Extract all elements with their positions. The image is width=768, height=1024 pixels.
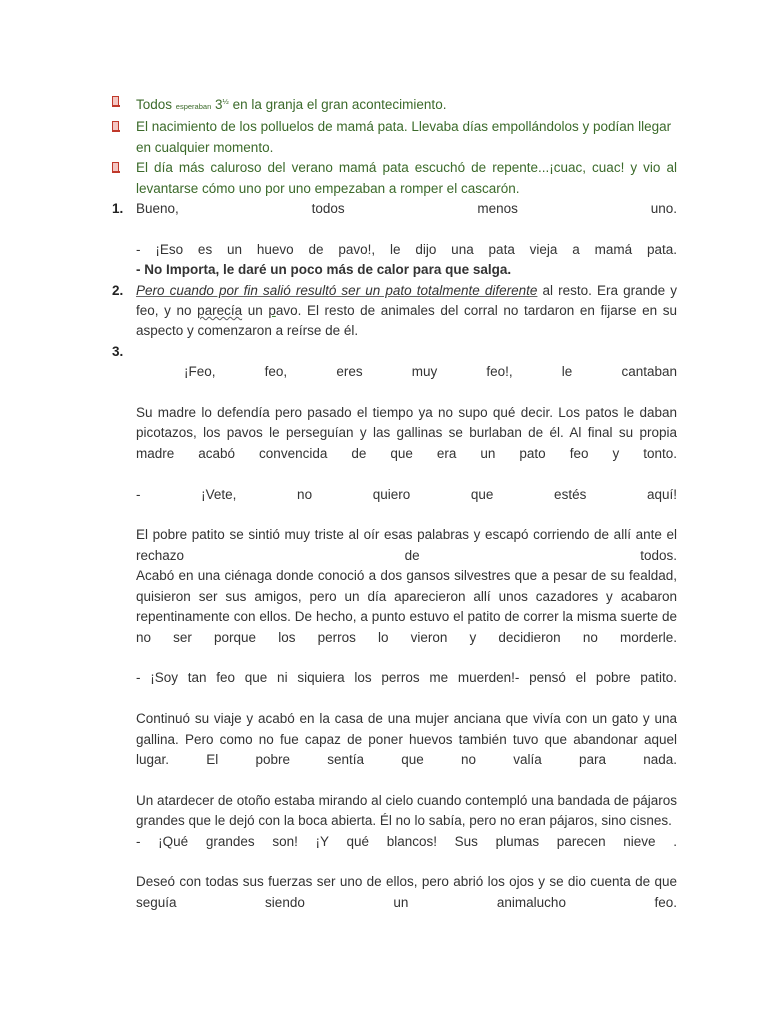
- bullet-item: [136, 92, 677, 117]
- bullet-page-icon: [112, 121, 120, 132]
- dialog-line: - ¡Qué grandes son! ¡Y qué blancos! Sus plumas parecen nieve .: [136, 833, 677, 849]
- paragraph: Su madre lo defendía pero pasado el tiempo ya no supo qué decir. Los patos le daban picotazos, los pavos le perseguían y las gallinas se burlaban de él. Al final su propia madre acabó convencida de que era un pato feo y tonto.: [136, 405, 677, 461]
- paragraph: El pobre patito se sintió muy triste al oír esas palabras y escapó corriendo de allí ante el rechazo de todos.: [136, 527, 677, 563]
- numbered-item: [112, 342, 677, 362]
- dialog-line: - ¡Eso es un huevo de pavo!, le dijo una pata vieja a mamá pata.: [136, 241, 677, 257]
- paragraph: Deseó con todas sus fuerzas ser uno de ellos, pero abrió los ojos y se dio cuenta de que seguía siendo un animalucho feo.: [136, 874, 677, 910]
- dialog-line-bold: - No Importa, le daré un poco más de calor para que salga.: [136, 262, 512, 278]
- dialog-line: - ¡Vete, no quiero que estés aquí!: [136, 486, 677, 502]
- bullet-item: [136, 158, 677, 199]
- dialog-line: - ¡Soy tan feo que ni siquiera los perros me muerden!- pensó el pobre patito.: [136, 670, 677, 686]
- document-body: [112, 92, 677, 913]
- item-text: Bueno, todos menos uno.: [136, 201, 677, 217]
- bullet-number: 3: [215, 97, 223, 112]
- item-text: un: [242, 303, 269, 319]
- bullet-text: El nacimiento de los polluelos de mamá pata. Llevaba días empollándolos y podían llegar en cualquier momento.: [136, 119, 672, 155]
- paragraph: Un atardecer de otoño estaba mirando al cielo cuando contempló una bandada de pájaros grandes que le dejó con la boca abierta. Él no lo sabía, pero no eran pájaros, sino cisnes.: [136, 792, 677, 829]
- italic-underlined-text: Pero cuando por fin salió resultó ser un pato totalmente diferente: [136, 282, 538, 298]
- item-number: 1.: [112, 201, 124, 217]
- paragraph: Continuó su viaje y acabó en la casa de una mujer anciana que vivía con un gato y una gallina. Pero como no fue capaz de poner huevos también tuvo que abandonar aquel lugar. El pobre sentía que no valía para nada.: [136, 711, 677, 767]
- numbered-item: [112, 281, 677, 342]
- bullet-page-icon: [112, 96, 120, 107]
- bullet-small-text: esperaban: [175, 102, 212, 111]
- item-text: avo. El resto de animales del corral no tardaron en fijarse en su aspecto y comenzaron a reírse de él.: [136, 303, 677, 339]
- bullet-text: Todos: [136, 97, 173, 112]
- bullet-superscript: ½: [222, 97, 229, 106]
- bullet-text: en la granja el gran acontecimiento.: [232, 97, 447, 112]
- item-number: 3.: [112, 343, 124, 359]
- paragraph: Acabó en una ciénaga donde conoció a dos gansos silvestres que a pesar de su fealdad, quisieron ser sus amigos, pero un día aparecieron allí unos cazadores y acabaron repentinamente con ellos. De hecho, a punto estuvo el patito de correr la misma suerte de no ser porque los perros lo vieron y decidieron no morderle.: [136, 568, 677, 645]
- item-text: al resto. Era grande y feo, y no: [136, 282, 677, 319]
- marked-letter: p: [268, 303, 276, 319]
- bullet-item: [136, 117, 677, 158]
- bullet-text: El día más caluroso del verano mamá pata escuchó de repente...¡cuac, cuac! y vio al levantarse cómo uno por uno empezaban a romper el cascarón.: [136, 160, 677, 196]
- numbered-item: [112, 199, 677, 219]
- misspelled-word: parecía: [197, 303, 243, 319]
- bullet-page-icon: [112, 162, 120, 173]
- paragraph: ¡Feo, feo, eres muy feo!, le cantaban: [184, 364, 677, 380]
- item-number: 2.: [112, 282, 124, 298]
